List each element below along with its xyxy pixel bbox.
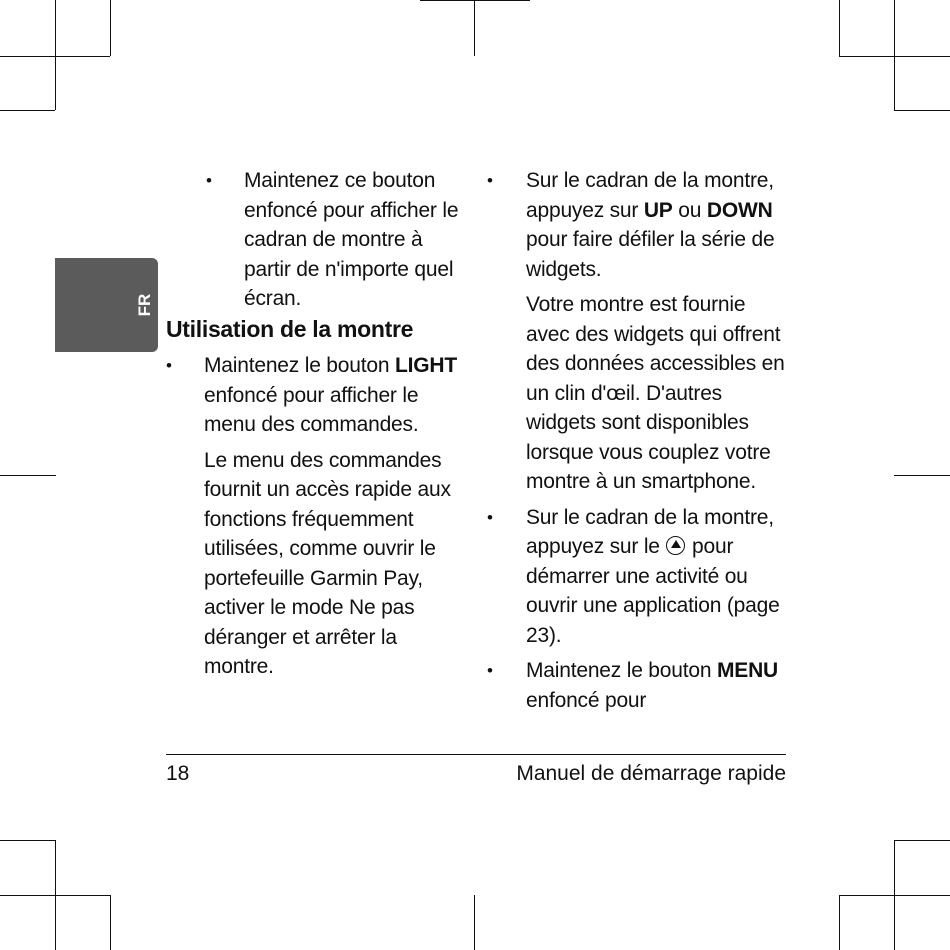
bullet-item-widgets xyxy=(487,166,787,284)
section-heading: Utilisation de la montre xyxy=(166,316,414,342)
bullet-text: Sur le cadran de la montre, appuyez sur xyxy=(526,169,774,222)
bullet-item-light xyxy=(166,351,468,440)
right-column xyxy=(487,166,787,715)
down-button-label: DOWN xyxy=(706,198,773,222)
bullet-text: Maintenez le bouton xyxy=(526,659,717,682)
bullet-text: pour faire défiler la série de widgets. xyxy=(526,228,775,281)
bullet-text: Maintenez le bouton xyxy=(204,354,395,377)
language-tab-label: FR xyxy=(135,293,154,317)
bullet-item xyxy=(206,166,468,314)
up-button-label: UP xyxy=(643,198,673,222)
bullet-dot: • xyxy=(206,171,212,190)
manual-title: Manuel de démarrage rapide xyxy=(516,762,786,785)
start-button-icon xyxy=(666,536,685,555)
bullet-dot: • xyxy=(487,507,493,527)
bullet-item-start xyxy=(487,503,787,651)
page-number: 18 xyxy=(166,762,190,785)
left-column-body xyxy=(166,351,468,682)
bullet-dot: • xyxy=(487,661,493,680)
menu-button-label: MENU xyxy=(716,659,778,682)
light-description: Le menu des commandes fournit un accès rapide aux fonctions fréquemment utilisées, comme ouvrir le portefeuille Garmin Pay, activer le mode Ne pas déranger et arrêter la montre. xyxy=(204,448,451,678)
bullet-text: Maintenez ce bouton enfoncé pour afficher le cadran de montre à partir de n'importe quel écran. xyxy=(244,169,459,310)
bullet-item-menu xyxy=(487,656,787,715)
bullet-text: enfoncé pour xyxy=(526,688,647,712)
bullet-text: Sur le cadran de la montre, appuyez sur le xyxy=(526,505,774,558)
bullet-text: ou xyxy=(672,198,707,222)
light-button-label: LIGHT xyxy=(394,354,457,377)
left-column-top xyxy=(206,166,468,314)
bullet-text: pour démarrer une activité ou ouvrir une application (page 23). xyxy=(526,535,780,647)
bullet-text: enfoncé pour afficher le menu des commandes. xyxy=(204,383,419,436)
footer-divider xyxy=(166,754,786,755)
bullet-dot: • xyxy=(166,356,172,375)
bullet-dot: • xyxy=(487,171,493,190)
widgets-description: Votre montre est fournie avec des widgets qui offrent des données accessibles en un clin d'œil. D'autres widgets sont disponibles lorsque vous couplez votre montre à un smartphone. xyxy=(526,293,785,493)
